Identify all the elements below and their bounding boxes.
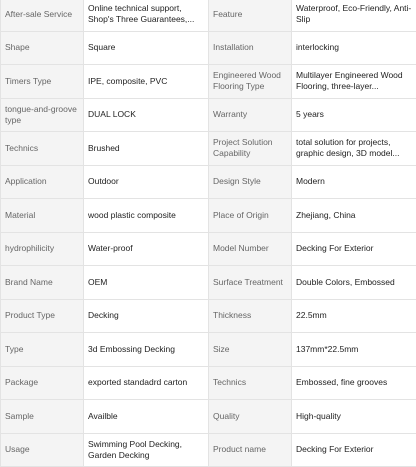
spec-value: Double Colors, Embossed — [292, 266, 416, 300]
spec-value: Embossed, fine grooves — [292, 366, 416, 400]
spec-value: exported standadrd carton — [84, 366, 209, 400]
spec-label: Usage — [1, 433, 84, 467]
table-row — [1, 266, 416, 300]
spec-label: Quality — [209, 400, 292, 434]
spec-value: Decking For Exterior — [292, 232, 416, 266]
table-row — [1, 132, 416, 166]
spec-value: Modern — [292, 165, 416, 199]
spec-label: Timers Type — [1, 65, 84, 99]
spec-label: Warranty — [209, 98, 292, 132]
spec-label: Technics — [209, 366, 292, 400]
spec-value: Decking For Exterior — [292, 433, 416, 467]
spec-value: Availble — [84, 400, 209, 434]
spec-label: Type — [1, 333, 84, 367]
spec-value: Swimming Pool Decking, Garden Decking — [84, 433, 209, 467]
spec-label: Thickness — [209, 299, 292, 333]
spec-label: Shape — [1, 31, 84, 65]
spec-value: Zhejiang, China — [292, 199, 416, 233]
table-row — [1, 98, 416, 132]
spec-value: Multilayer Engineered Wood Flooring, three-layer... — [292, 65, 416, 99]
spec-label: Place of Origin — [209, 199, 292, 233]
spec-label: Surface Treatment — [209, 266, 292, 300]
table-row — [1, 433, 416, 467]
spec-value: 22.5mm — [292, 299, 416, 333]
spec-label: Model Number — [209, 232, 292, 266]
spec-value: Waterproof, Eco-Friendly, Anti-Slip — [292, 0, 416, 31]
spec-value: interlocking — [292, 31, 416, 65]
spec-value: Brushed — [84, 132, 209, 166]
spec-label: Installation — [209, 31, 292, 65]
spec-value: IPE, composite, PVC — [84, 65, 209, 99]
spec-label: Material — [1, 199, 84, 233]
table-row — [1, 400, 416, 434]
spec-label: Engineered Wood Flooring Type — [209, 65, 292, 99]
spec-value: Water-proof — [84, 232, 209, 266]
spec-label: Project Solution Capability — [209, 132, 292, 166]
spec-label: tongue-and-groove type — [1, 98, 84, 132]
spec-label: Design Style — [209, 165, 292, 199]
spec-label: Product Type — [1, 299, 84, 333]
spec-value: Outdoor — [84, 165, 209, 199]
table-row — [1, 232, 416, 266]
spec-label: hydrophilicity — [1, 232, 84, 266]
spec-label: After-sale Service — [1, 0, 84, 31]
spec-label: Feature — [209, 0, 292, 31]
spec-value: 137mm*22.5mm — [292, 333, 416, 367]
spec-value: wood plastic composite — [84, 199, 209, 233]
spec-label: Product name — [209, 433, 292, 467]
spec-label: Size — [209, 333, 292, 367]
table-row — [1, 31, 416, 65]
table-row — [1, 299, 416, 333]
spec-value: Online technical support, Shop's Three Guarantees,... — [84, 0, 209, 31]
table-row — [1, 0, 416, 31]
spec-label: Technics — [1, 132, 84, 166]
spec-label: Package — [1, 366, 84, 400]
spec-label: Sample — [1, 400, 84, 434]
spec-label: Application — [1, 165, 84, 199]
spec-value: 5 years — [292, 98, 416, 132]
spec-value: 3d Embossing Decking — [84, 333, 209, 367]
spec-label: Brand Name — [1, 266, 84, 300]
table-row — [1, 65, 416, 99]
spec-value: Decking — [84, 299, 209, 333]
table-row — [1, 199, 416, 233]
spec-value: High-quality — [292, 400, 416, 434]
spec-value: Square — [84, 31, 209, 65]
spec-value: OEM — [84, 266, 209, 300]
spec-value: DUAL LOCK — [84, 98, 209, 132]
table-row — [1, 165, 416, 199]
spec-value: total solution for projects, graphic design, 3D model... — [292, 132, 416, 166]
table-row — [1, 366, 416, 400]
table-row — [1, 333, 416, 367]
